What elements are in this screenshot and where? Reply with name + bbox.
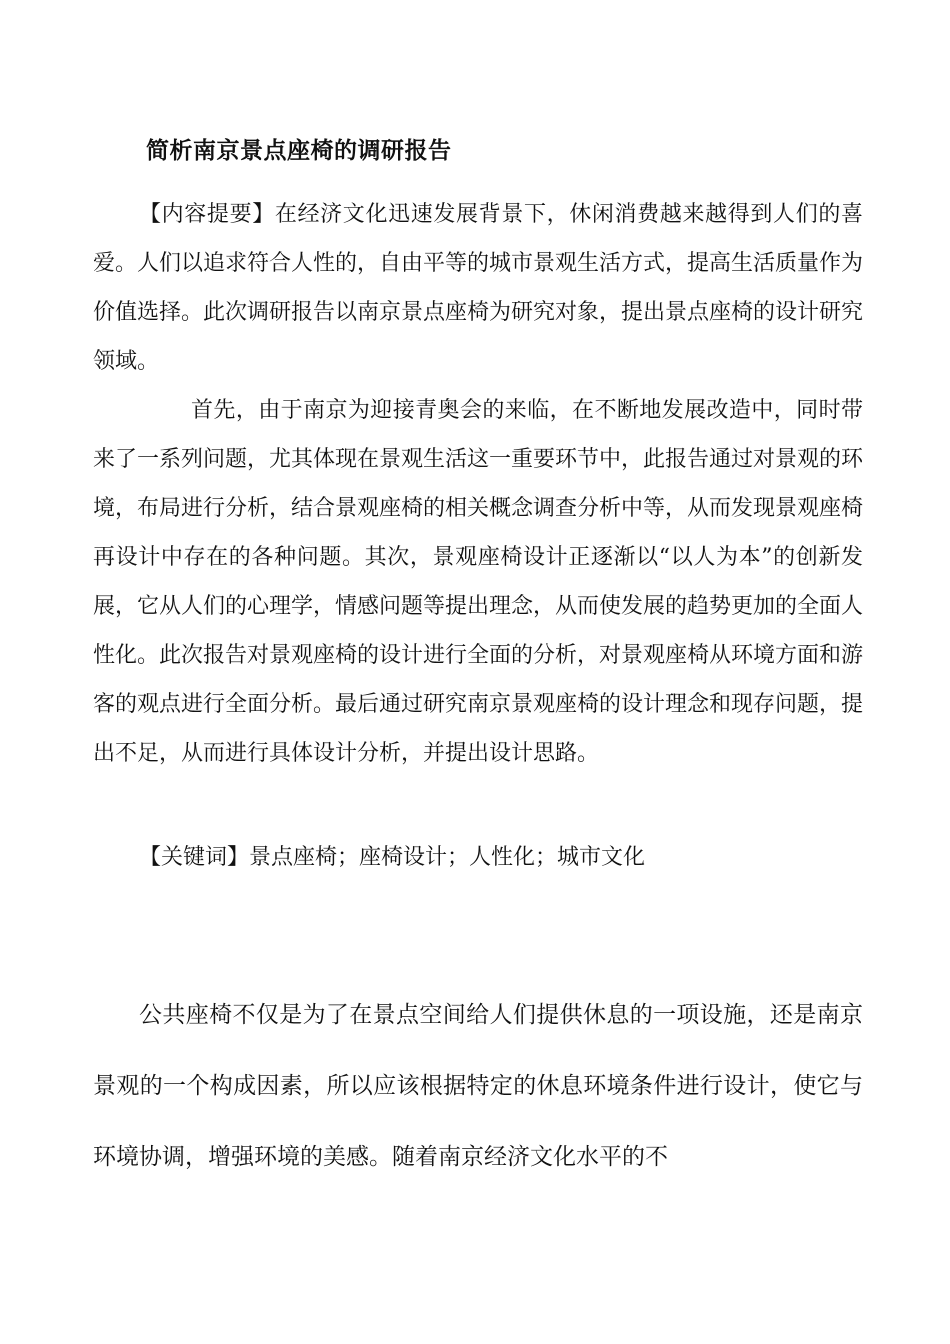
- keywords-text: 景点座椅；座椅设计；人性化；城市文化: [249, 845, 646, 870]
- keywords-line: [139, 833, 645, 882]
- abstract-section: [93, 190, 863, 778]
- abstract-label: 【内容提要】: [139, 202, 275, 227]
- keywords-label: 【关键词】: [139, 845, 250, 870]
- abstract-paragraph-1: [93, 190, 863, 386]
- body-paragraph: 公共座椅不仅是为了在景点空间给人们提供休息的一项设施，还是南京景观的一个构成因素，所以应该根据特定的休息环境条件进行设计，使它与环境协调，增强环境的美感。随着南京经济文化水平的不: [93, 1002, 863, 1170]
- abstract-paragraph-2: 首先，由于南京为迎接青奥会的来临，在不断地发展改造中，同时带来了一系列问题，尤其体现在景观生活这一重要环节中，此报告通过对景观的环境，布局进行分析，结合景观座椅的相关概念调查分析中等，从而发现景观座椅再设计中存在的各种问题。其次，景观座椅设计正逐渐以“以人为本”的创新发展，它从人们的心理学，情感问题等提出理念，从而使发展的趋势更加的全面人性化。此次报告对景观座椅的设计进行全面的分析，对景观座椅从环境方面和游客的观点进行全面分析。最后通过研究南京景观座椅的设计理念和现存问题，提出不足，从而进行具体设计分析，并提出设计思路。: [93, 398, 864, 766]
- abstract-text-1: 在经济文化迅速发展背景下，休闲消费越来越得到人们的喜爱。人们以追求符合人性的，自由平等的城市景观生活方式，提高生活质量作为价值选择。此次调研报告以南京景点座椅为研究对象，提出景点座椅的设计研究领域。: [93, 202, 864, 374]
- document-title: 简析南京景点座椅的调研报告: [146, 138, 452, 164]
